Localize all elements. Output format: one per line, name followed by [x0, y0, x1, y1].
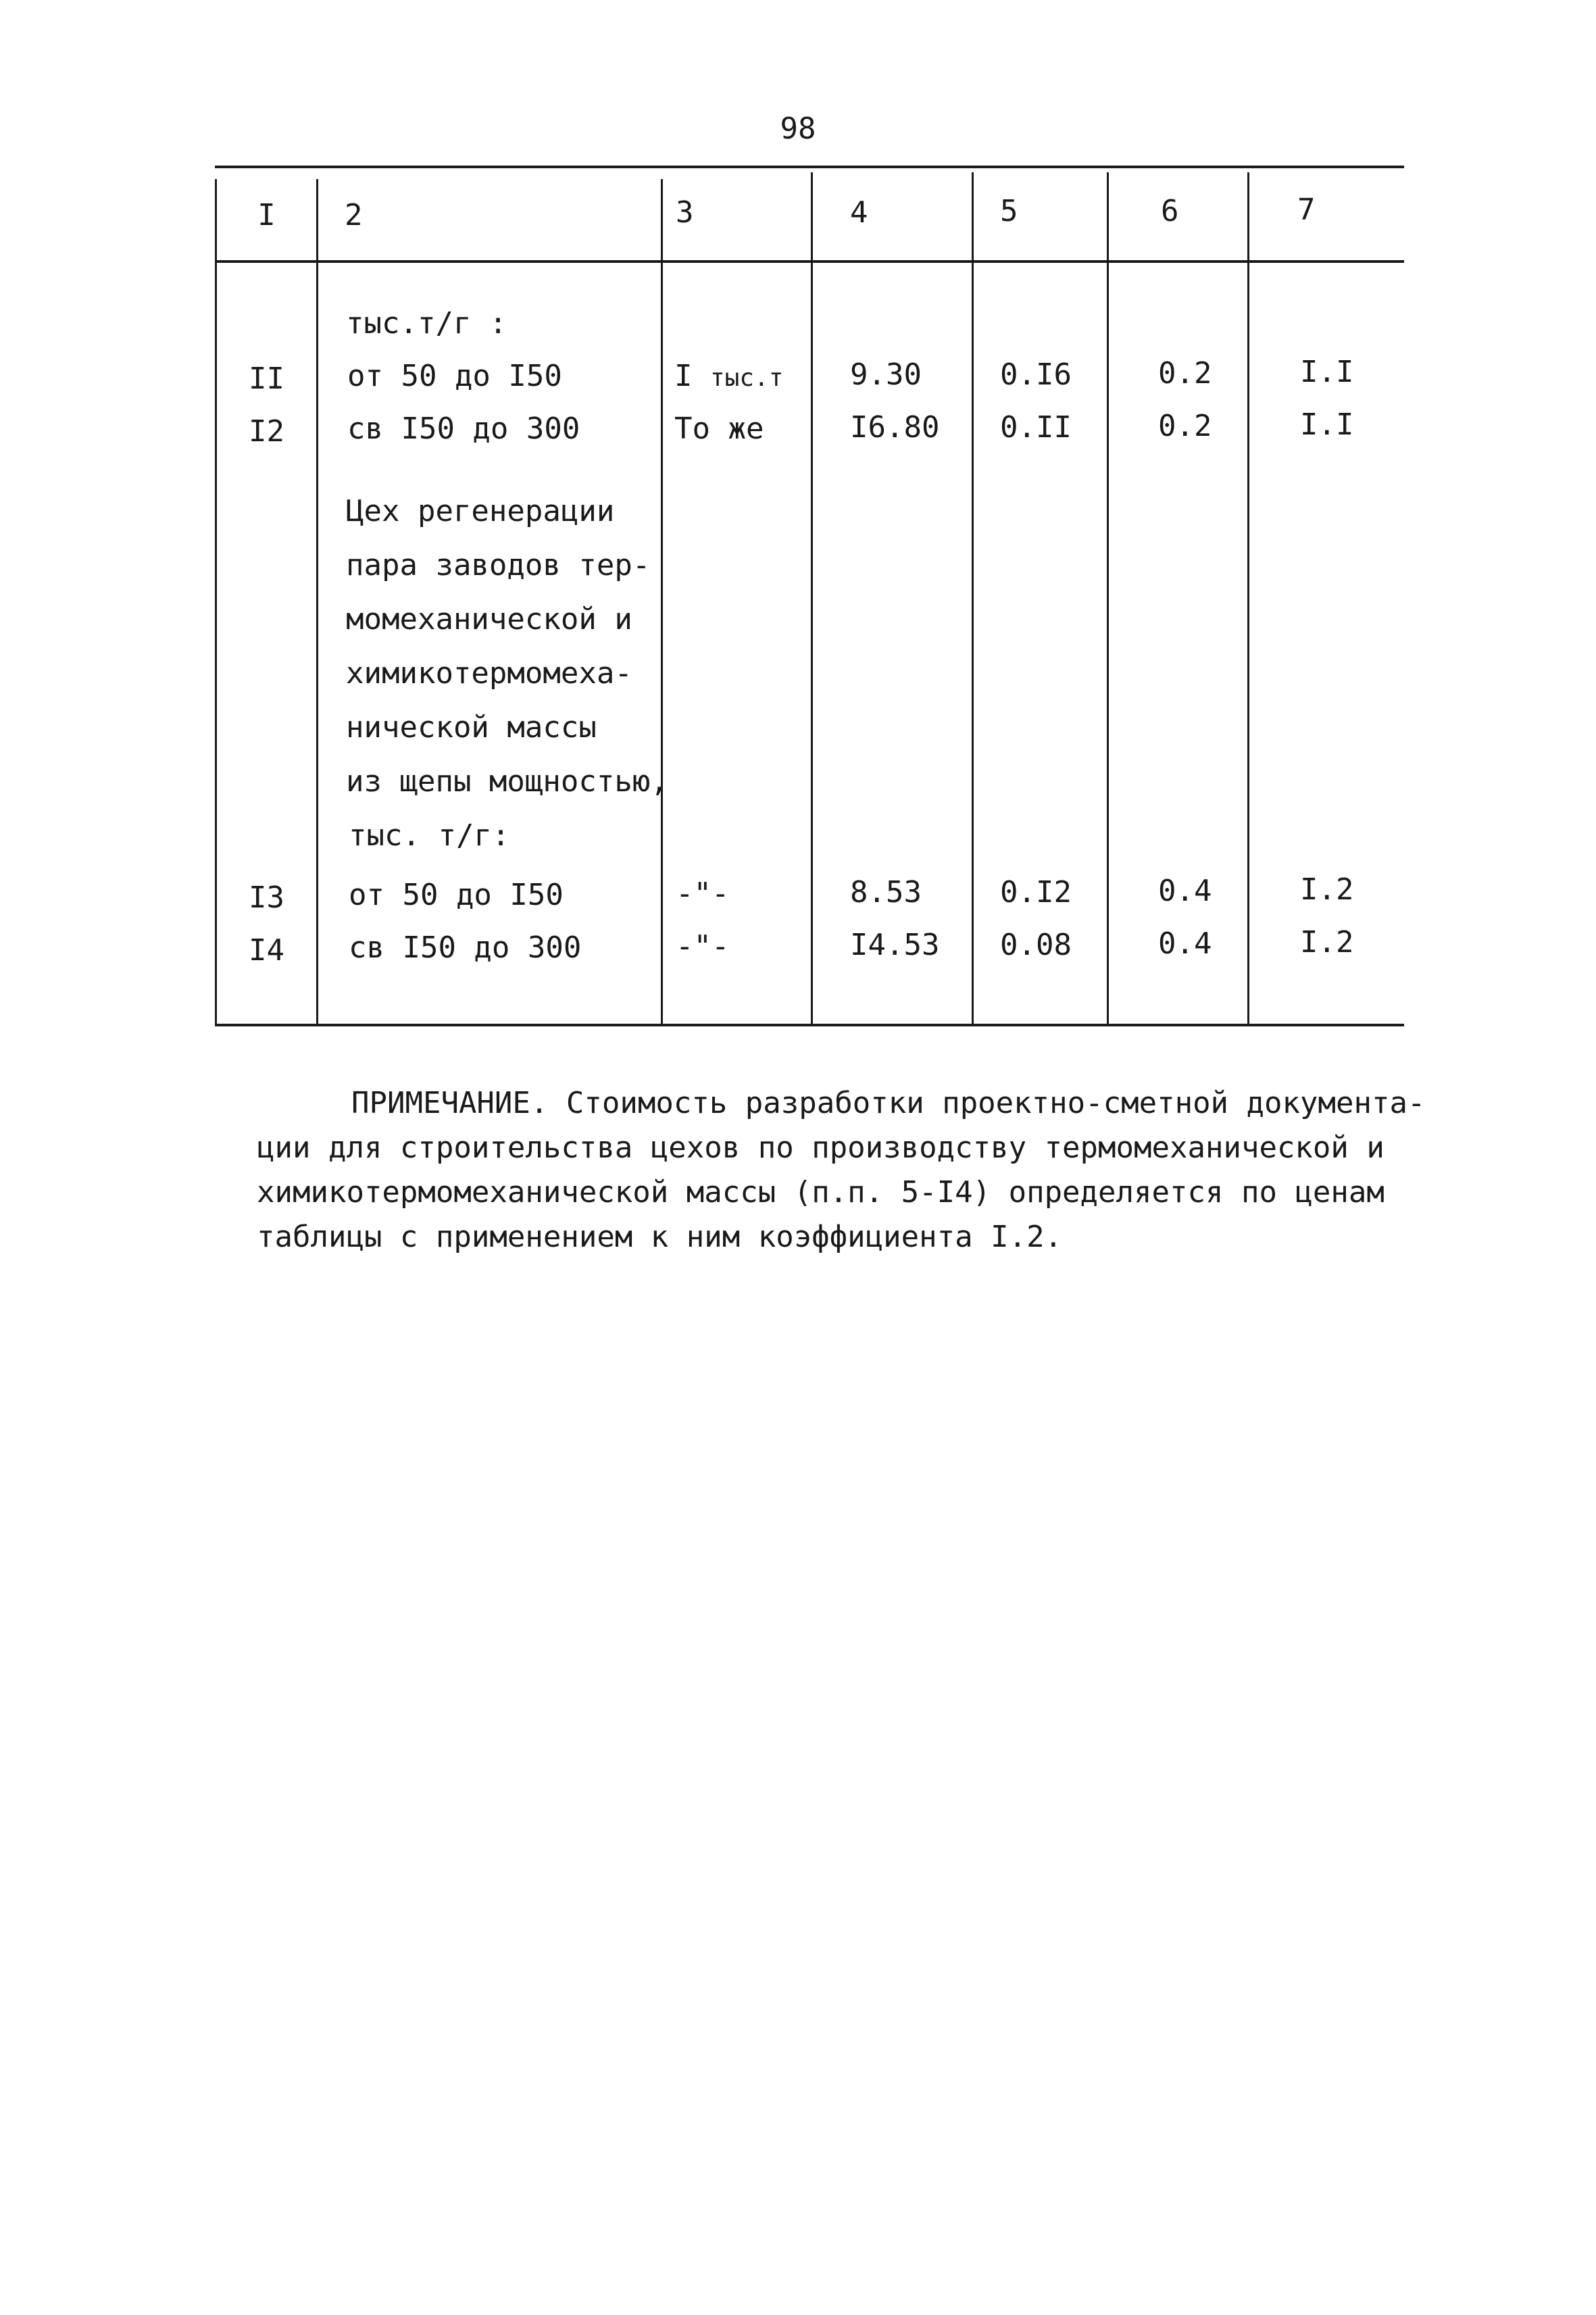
- table-top-rule: [215, 166, 1404, 168]
- row-col4: 9.30: [850, 357, 922, 392]
- header-col-2: 2: [345, 198, 363, 232]
- table-bottom-rule: [215, 1024, 1404, 1026]
- row-col4: 8.53: [850, 875, 922, 910]
- col-border-4: [972, 172, 974, 1026]
- header-col-3: 3: [676, 195, 694, 230]
- row-col6: 0.2: [1158, 409, 1212, 443]
- row-col7: I.2: [1300, 925, 1354, 960]
- unit-pre-text: тыс.т/г :: [346, 306, 507, 341]
- row-col5: 0.I2: [1000, 875, 1072, 910]
- row-num: I3: [249, 880, 284, 915]
- col-border-2: [661, 179, 663, 1026]
- section-line: химикотермомеха-: [346, 656, 632, 691]
- row-col6: 0.4: [1158, 874, 1212, 908]
- row-col5: 0.II: [1000, 410, 1072, 445]
- row-col4: I4.53: [850, 928, 940, 962]
- row-unit: -"-: [676, 929, 730, 964]
- row-col7: I.I: [1300, 407, 1354, 442]
- row-unit: [674, 359, 784, 393]
- row-desc: от 50 до I50: [347, 359, 562, 393]
- header-col-7: 7: [1297, 193, 1316, 227]
- row-unit-sub: тыс.т: [710, 364, 784, 392]
- note-line-3: химикотермомеханической массы (п.п. 5-I4) определяется по ценам: [257, 1175, 1385, 1210]
- section-line: из щепы мощностью,: [346, 764, 668, 799]
- page-number: 98: [780, 111, 816, 146]
- section-line: тыс. т/г:: [349, 818, 510, 853]
- note-heading: ПРИМЕЧАНИЕ.: [351, 1086, 549, 1120]
- col-border-5: [1107, 172, 1109, 1026]
- row-col7: I.2: [1300, 872, 1354, 907]
- row-num: II: [249, 362, 284, 396]
- header-col-4: 4: [850, 195, 868, 230]
- note-line-2: ции для строительства цехов по производству термомеханической и: [257, 1130, 1385, 1165]
- header-col-6: 6: [1161, 194, 1179, 228]
- row-num: I4: [249, 933, 284, 968]
- col-border-6: [1247, 172, 1249, 1026]
- section-line: момеханической и: [346, 602, 632, 637]
- row-unit: -"-: [676, 876, 730, 911]
- row-col7: I.I: [1300, 355, 1354, 389]
- col-border-3: [811, 172, 813, 1026]
- header-col-1: I: [257, 198, 276, 232]
- note-line-4: таблицы с применением к ним коэффициента I.2.: [257, 1220, 1063, 1254]
- section-line: пара заводов тер-: [346, 548, 651, 582]
- table-note: [257, 1081, 1426, 1260]
- price-table: [215, 166, 1404, 1030]
- note-line-1: [257, 1081, 1426, 1126]
- row-col6: 0.4: [1158, 926, 1212, 961]
- col-border-1: [316, 179, 318, 1026]
- row-unit: То же: [674, 412, 764, 446]
- row-col5: 0.08: [1000, 928, 1072, 962]
- row-desc: от 50 до I50: [349, 878, 564, 912]
- row-col4: I6.80: [850, 410, 940, 445]
- row-num: I2: [249, 414, 284, 449]
- header-col-5: 5: [1000, 194, 1018, 228]
- section-line: нической массы: [346, 710, 597, 745]
- note-text-1: Стоимость разработки проектно-сметной документа-: [566, 1086, 1426, 1120]
- row-unit-value: I: [674, 359, 693, 393]
- section-line: Цех регенерации: [346, 494, 615, 528]
- row-col6: 0.2: [1158, 356, 1212, 391]
- row-col5: 0.I6: [1000, 357, 1072, 392]
- row-desc: св I50 до 300: [347, 412, 580, 446]
- header-bottom-rule: [215, 260, 1404, 263]
- row-desc: св I50 до 300: [349, 930, 582, 965]
